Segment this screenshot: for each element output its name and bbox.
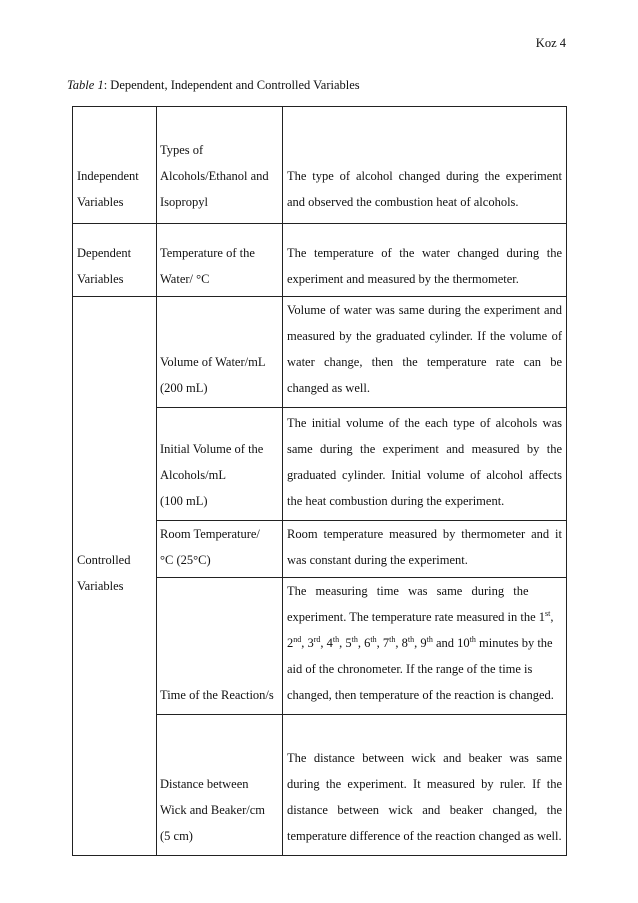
variable-cell <box>157 297 283 408</box>
ordinal-number: 5 <box>345 636 352 650</box>
ordinal-tail: minutes by the <box>475 636 553 650</box>
variable-label: Alcohols/Ethanol and <box>160 169 269 183</box>
ordinal-suffix: th <box>407 634 415 644</box>
variable-label: Distance between <box>160 777 249 791</box>
table-row-dependent <box>73 224 567 297</box>
table-caption-label: Table 1 <box>67 78 104 92</box>
description-text: The initial volume of the each type of alcohols was same during the experiment and measured by the graduated cylinder. Initial volume of alcohol affects the heat combustion during the experiment. <box>287 416 562 508</box>
description-cell <box>283 297 567 408</box>
description-cell <box>283 521 567 578</box>
description-line-ordinals: 2nd, 3rd, 4th, 5th, 6th, 7th, 8th, 9th and 10th minutes by the <box>287 634 553 650</box>
description-cell <box>283 107 567 224</box>
variable-label: Alcohols/mL <box>160 468 226 482</box>
variable-label: (5 cm) <box>160 829 193 843</box>
description-cell <box>283 715 567 856</box>
table-row-independent <box>73 107 567 224</box>
variable-label: Water/ °C <box>160 272 210 286</box>
ordinal-number: 3 <box>307 636 314 650</box>
variable-label: Room Temperature/ <box>160 527 260 541</box>
variable-label: (200 mL) <box>160 381 208 395</box>
category-label: Controlled <box>77 553 131 567</box>
variable-cell <box>157 578 283 715</box>
description-cell <box>283 578 567 715</box>
description-line: changed, then temperature of the reaction is changed. <box>287 688 554 702</box>
variable-label: Isopropyl <box>160 195 208 209</box>
variable-label: Time of the Reaction/s <box>160 688 274 702</box>
table-caption-text: : Dependent, Independent and Controlled Variables <box>103 78 360 92</box>
category-label: Variables <box>77 579 124 593</box>
description-cell <box>283 224 567 297</box>
ordinal-suffix: rd <box>313 634 321 644</box>
description-line-text: experiment. The temperature rate measured in the 1 <box>287 610 545 624</box>
category-cell-independent <box>73 107 157 224</box>
variable-label: Temperature of the <box>160 246 255 260</box>
table-row-controlled-water <box>73 297 567 408</box>
variable-cell <box>157 408 283 521</box>
ordinal-number: 10 <box>457 636 470 650</box>
ordinal-number: 8 <box>401 636 408 650</box>
ordinal-and: and <box>432 636 458 650</box>
ordinal-number: 9 <box>420 636 427 650</box>
description-text: The type of alcohol changed during the experiment and observed the combustion heat of alcohols. <box>287 169 562 209</box>
ordinal-number: 2 <box>287 636 294 650</box>
variable-label: °C (25°C) <box>160 553 211 567</box>
description-text: Volume of water was same during the experiment and measured by the graduated cylinder. If the volume of water change, then the temperature rate can be changed as well. <box>287 303 562 395</box>
variable-cell <box>157 715 283 856</box>
description-line: aid of the chronometer. If the range of the time is <box>287 662 533 676</box>
ordinal-suffix: th <box>332 634 340 644</box>
ordinal-suffix: th <box>370 634 377 644</box>
ordinal-number: 6 <box>364 636 371 650</box>
category-label: Variables <box>77 272 124 286</box>
variable-label: Initial Volume of the <box>160 442 264 456</box>
ordinal-number: 4 <box>326 636 333 650</box>
variable-cell <box>157 521 283 578</box>
variable-label: Wick and Beaker/cm <box>160 803 266 817</box>
variable-label: Volume of Water/mL <box>160 355 266 369</box>
variable-label: Types of <box>160 143 204 157</box>
variables-table <box>72 106 567 856</box>
description-cell <box>283 408 567 521</box>
description-text: The distance between wick and beaker was same during the experiment. It measured by ruler. If the distance between wick and beaker changed, the temperature difference of the reaction changed as well. <box>287 751 562 843</box>
description-line: The measuring time was same during the <box>287 584 529 598</box>
ordinal-suffix: th <box>426 634 433 644</box>
ordinal-suffix: nd <box>293 634 302 644</box>
variable-cell <box>157 224 283 297</box>
description-line: experiment. The temperature rate measured in the 1st, <box>287 608 554 624</box>
category-label: Independent <box>77 169 139 183</box>
ordinal-suffix: th <box>469 634 476 644</box>
variable-label: (100 mL) <box>160 494 208 508</box>
category-label: Dependent <box>77 246 132 260</box>
ordinal-suffix: th <box>351 634 358 644</box>
category-cell-controlled <box>73 297 157 856</box>
category-label: Variables <box>77 195 124 209</box>
page-number-header: Koz 4 <box>535 36 566 50</box>
category-cell-dependent <box>73 224 157 297</box>
ordinal-suffix: st <box>545 608 551 618</box>
variable-cell <box>157 107 283 224</box>
ordinal-number: 7 <box>382 636 390 650</box>
ordinal-suffix: th <box>389 634 396 644</box>
description-text: The temperature of the water changed during the experiment and measured by the thermometer. <box>287 246 562 286</box>
table-caption <box>67 78 360 93</box>
description-text: Room temperature measured by thermometer and it was constant during the experiment. <box>287 527 562 567</box>
